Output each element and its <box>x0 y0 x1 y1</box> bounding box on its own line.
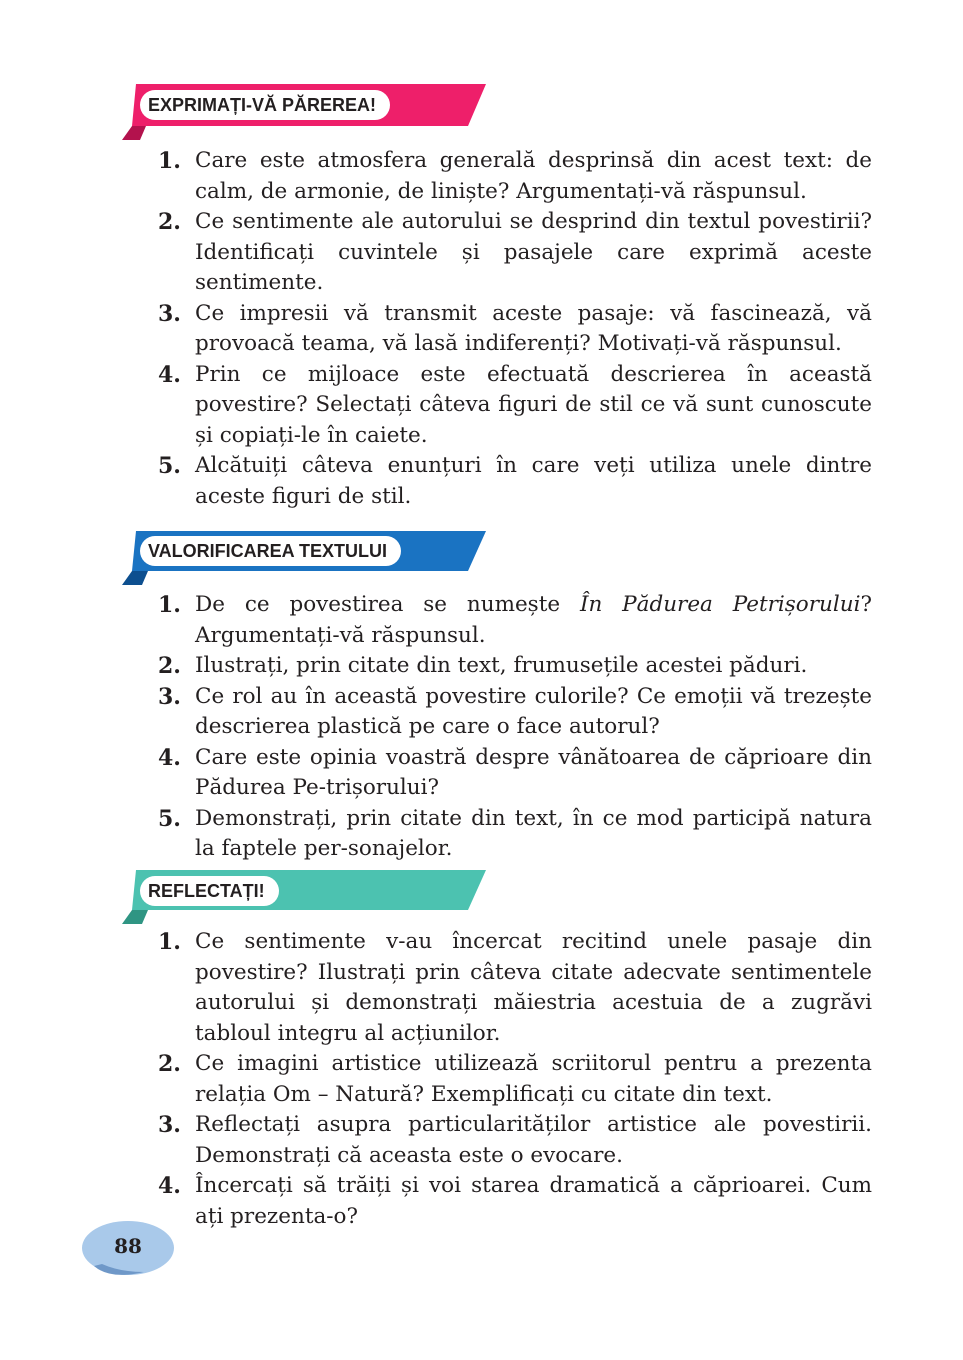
question-item <box>0 682 963 743</box>
question-text: Ce rol au în această povestire culorile? Ce emoții vă trezește descrierea plastică pe care o face autorul? <box>195 683 872 739</box>
question-number: 5. <box>158 453 181 479</box>
question-number: 4. <box>158 361 181 388</box>
question-number: 5. <box>158 805 181 832</box>
page-number: 88 <box>114 1234 142 1258</box>
section-banner <box>122 84 492 144</box>
question-item <box>0 590 963 651</box>
section-title: EXPRIMAȚI-VĂ PĂREREA! <box>140 90 390 120</box>
question-list <box>0 590 963 865</box>
question-number: 4. <box>158 744 181 771</box>
question-number: 3. <box>158 1112 181 1138</box>
question-number: 4. <box>158 1173 181 1199</box>
question-item <box>0 1110 963 1171</box>
question-item <box>0 651 963 682</box>
question-number: 1. <box>158 929 181 955</box>
question-number: 2. <box>158 1051 181 1077</box>
question-item <box>0 1049 963 1110</box>
question-number: 2. <box>158 209 181 235</box>
question-text: Care este atmosfera generală desprinsă din acest text: de calm, de armonie, de liniște? Argumentați-vă răspunsul. <box>195 148 872 204</box>
question-item <box>0 451 963 512</box>
story-title-italic: În Pădurea Petrișorului <box>579 592 861 617</box>
question-item <box>0 743 963 804</box>
page-number-badge <box>80 1220 176 1280</box>
section-banner <box>122 870 492 930</box>
question-number: 3. <box>158 683 181 710</box>
question-text: Demonstrați, prin citate din text, în ce mod participă natura la faptele per-sonajelor. <box>195 805 872 861</box>
question-number: 1. <box>158 148 181 174</box>
question-text: Care este opinia voastră despre vânătoarea de căprioare din Pădurea Pe-trișorului? <box>195 744 872 800</box>
question-text: Încercați să trăiți și voi starea dramatică a căprioarei. Cum ați prezenta-o? <box>195 1173 872 1229</box>
question-item <box>0 927 963 1049</box>
question-item <box>0 207 963 299</box>
question-item <box>0 804 963 865</box>
question-item <box>0 146 963 207</box>
question-text: Prin ce mijloace este efectuată descrierea în această povestire? Selectați câteva figuri de stil ce vă sunt cunoscute și copiați-le în caiete. <box>195 361 872 448</box>
section-banner <box>122 531 492 591</box>
question-text: Ilustrați, prin citate din text, frumusețile acestei păduri. <box>195 653 808 678</box>
question-number: 3. <box>158 300 181 327</box>
question-text: Reflectați asupra particularităților artistice ale povestirii. Demonstrați că aceasta este o evocare. <box>195 1112 872 1168</box>
question-text: Alcătuiți câteva enunțuri în care veți utiliza unele dintre aceste figuri de stil. <box>195 453 872 509</box>
question-list <box>0 146 963 512</box>
question-text: Ce imagini artistice utilizează scriitorul pentru a prezenta relația Om – Natură? Exemplificați cu citate din text. <box>195 1051 872 1107</box>
question-text-before: De ce povestirea se numește <box>195 592 580 617</box>
section-title: VALORIFICAREA TEXTULUI <box>140 536 401 566</box>
question-item <box>0 360 963 452</box>
question-list <box>0 927 963 1232</box>
question-text: Ce impresii vă transmit aceste pasaje: vă fascinează, vă provoacă teama, vă lasă indiferenți? Motivați-vă răspunsul. <box>195 300 872 356</box>
question-text: Ce sentimente ale autorului se desprind din textul povestirii? Identificați cuvintele și pasajele care exprimă aceste sentimente. <box>195 209 872 295</box>
question-item <box>0 299 963 360</box>
question-text <box>195 590 872 651</box>
question-number: 1. <box>158 592 181 618</box>
section-title: REFLECTAȚI! <box>140 876 279 906</box>
question-text-after: ? Argumentați-vă răspunsul. <box>195 592 872 648</box>
question-text: Ce sentimente v-au încercat recitind unele pasaje din povestire? Ilustrați prin câteva citate adecvate sentimentele autorului și demonstrați măiestria acestuia de a zugrăvi tabloul integru al acțiunilor. <box>195 929 872 1046</box>
question-number: 2. <box>158 653 181 679</box>
